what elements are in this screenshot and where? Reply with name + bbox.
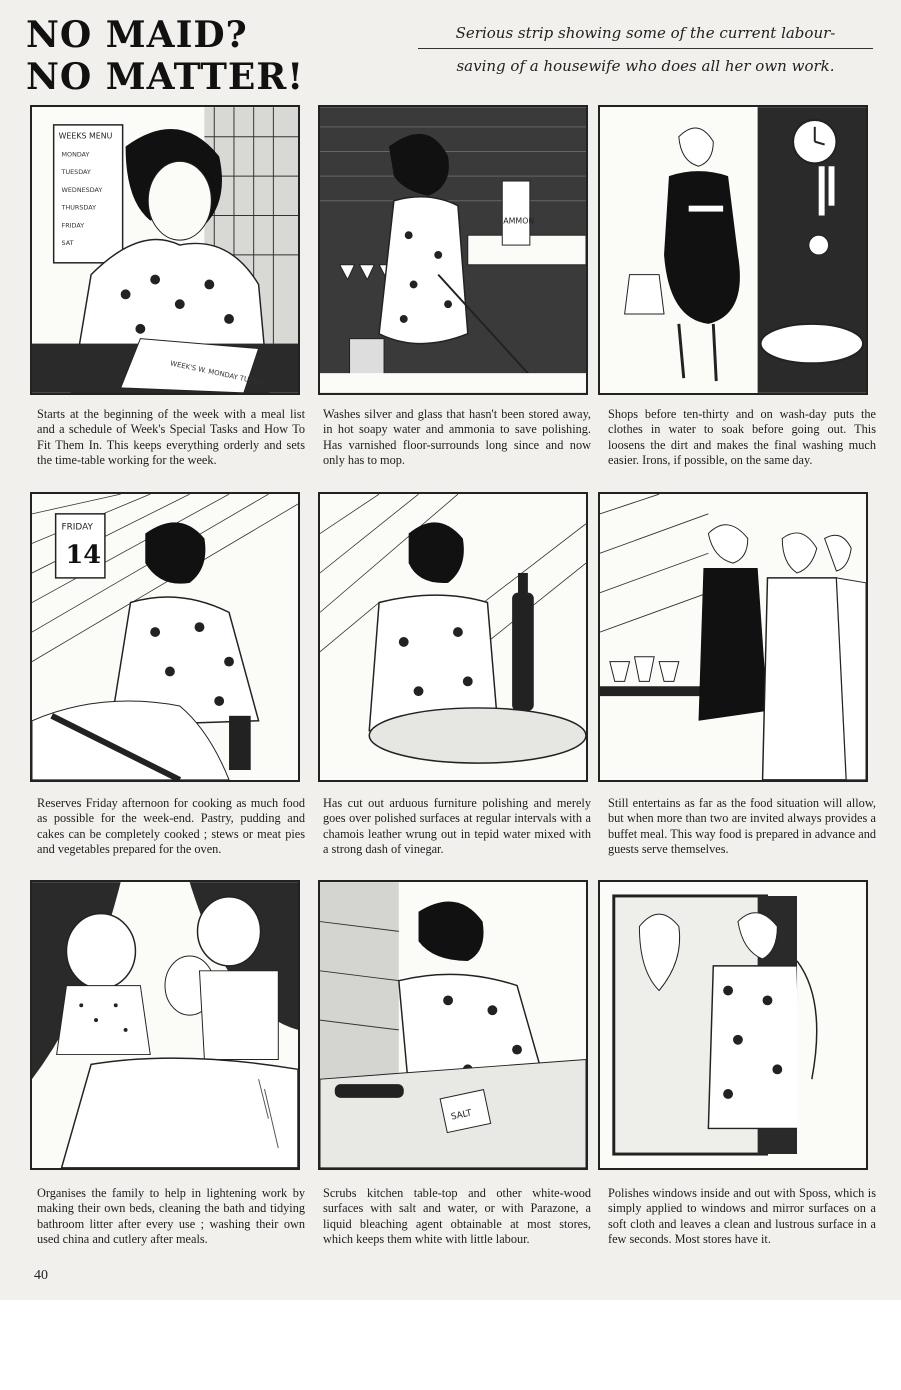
panel-4-friday-cooking (30, 492, 300, 782)
caption-panel-2: Washes silver and glass that hasn't been stored away, in hot soapy water and ammonia to save polishing. Has varnished floor-surrounds long since and now only has to mop. (323, 407, 591, 467)
caption-panel-4: Reserves Friday afternoon for cooking as much food as possible for the week-end. Pastry, pudding and cakes can be completely cooked ; stews or meat pies and vegetables prepared for the oven. (37, 796, 305, 856)
caption-panel-1: Starts at the beginning of the week with a meal list and a schedule of Week's Special Tasks and How To Fit Them In. This keeps everything orderly and sets the time-table working for the week. (37, 407, 305, 467)
page-number: 40 (34, 1268, 48, 1283)
panel-9-window-polishing (598, 880, 868, 1170)
illustration-scrubbing (320, 882, 586, 1168)
bottle-label: AMMON (503, 216, 535, 226)
svg-text:WEDNESDAY: WEDNESDAY (61, 185, 103, 194)
svg-text:FRIDAY: FRIDAY (61, 221, 85, 230)
panel-7-family-helping (30, 880, 300, 1170)
illustration-shopping (600, 107, 866, 393)
panel-5-polishing (318, 492, 588, 782)
svg-text:SAT: SAT (61, 239, 74, 248)
illustration-meal-planning (32, 107, 298, 393)
svg-text:MONDAY: MONDAY (61, 150, 90, 159)
panel-1-meal-planning (30, 105, 300, 395)
illustration-buffet (600, 494, 866, 780)
calendar-date: 14 (65, 540, 102, 571)
caption-panel-6: Still entertains as far as the food situation will allow, but when more than two are invited always provides a buffet meal. This way food is prepared in advance and guests serve themselves. (608, 796, 876, 856)
box-label: SALT (450, 1108, 473, 1123)
calendar-day: FRIDAY (61, 522, 93, 533)
panel-3-shopping (598, 105, 868, 395)
panel-8-scrubbing (318, 880, 588, 1170)
caption-panel-7: Organises the family to help in lightening work by making their own beds, cleaning the bath and tidying bathroom litter after every use ; washing their own used china and cutlery after meals. (37, 1186, 305, 1246)
illustration-washing-glass (320, 107, 586, 393)
illustration-family-helping (32, 882, 298, 1168)
menu-title: WEEKS MENU (58, 131, 113, 141)
title-line-1: NO MAID? (26, 14, 248, 56)
paper-text: WEEK'S W. MONDAY TUESD (169, 359, 264, 387)
illustration-window-polishing (600, 882, 866, 1168)
panel-2-washing-glass (318, 105, 588, 395)
subtitle-line-1: Serious strip showing some of the current labour- (418, 16, 873, 49)
illustration-friday-cooking (32, 494, 298, 780)
title-line-2: NO MATTER! (26, 56, 305, 98)
svg-text:TUESDAY: TUESDAY (61, 168, 91, 177)
caption-panel-9: Polishes windows inside and out with Sposs, which is simply applied to windows and mirror surfaces on a soft cloth and leaves a clean and lustrous surface in a few seconds. Most stores have it. (608, 1186, 876, 1246)
subtitle-line-2: saving of a housewife who does all her own work. (456, 57, 835, 75)
caption-panel-8: Scrubs kitchen table-top and other white-wood surfaces with salt and water, or with Parazone, a liquid bleaching agent obtainable at most stores, which keeps them white with little labour. (323, 1186, 591, 1246)
illustration-polishing (320, 494, 586, 780)
panel-6-buffet (598, 492, 868, 782)
caption-panel-5: Has cut out arduous furniture polishing and merely goes over polished surfaces at regular intervals with a chamois leather wrung out in tepid water mixed with a strong dash of vinegar. (323, 796, 591, 856)
caption-panel-3: Shops before ten-thirty and on wash-day puts the clothes in water to soak before going out. This loosens the dirt and makes the final washing much easier. Irons, if possible, on the same day. (608, 407, 876, 467)
svg-text:THURSDAY: THURSDAY (61, 203, 97, 212)
